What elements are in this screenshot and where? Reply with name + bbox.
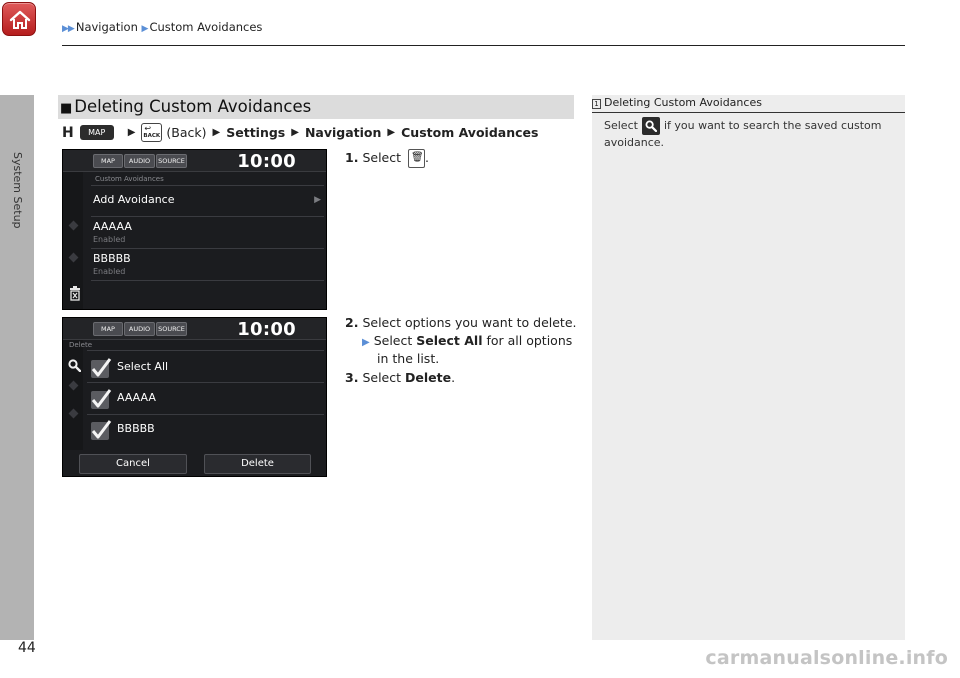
back-label: (Back) (166, 125, 207, 140)
home-button[interactable] (2, 2, 36, 36)
screen-sidestrip (63, 340, 83, 450)
avoidance-row-status: Enabled (93, 235, 126, 244)
note-text-part: Select (604, 119, 638, 132)
search-icon (642, 117, 660, 135)
trash-icon[interactable] (69, 286, 81, 301)
row-divider (91, 280, 324, 281)
avoidance-row-title[interactable]: BBBBB (93, 252, 131, 265)
row-divider (91, 216, 324, 217)
screen-header: Custom Avoidances (95, 175, 164, 183)
menu-path (62, 123, 538, 142)
trash-icon: 🗑 (408, 149, 425, 168)
checkmark-icon (90, 387, 112, 409)
step-text: Select (362, 150, 401, 165)
avoidance-option[interactable]: BBBBB (117, 422, 155, 435)
search-icon[interactable] (68, 359, 81, 372)
checkbox[interactable] (91, 422, 109, 440)
step-2-detail (362, 333, 572, 348)
select-all-option[interactable]: Select All (117, 360, 169, 373)
path-arrow-icon: ▶ (291, 127, 299, 138)
back-button-icon: ↩ BACK (141, 123, 162, 142)
checkbox[interactable] (91, 360, 109, 378)
note-text-part: if you want to search the saved custom avoidance. (604, 119, 882, 149)
clock: 10:00 (237, 151, 296, 172)
step-number: 1. (345, 150, 359, 165)
watermark: carmanualsonline.info (705, 647, 948, 669)
audio-chip[interactable]: AUDIO (124, 154, 155, 168)
step-number: 3. (345, 370, 359, 385)
row-divider (91, 185, 324, 186)
screen-custom-avoidances (62, 149, 327, 310)
bullet-square-icon: ■ (60, 101, 73, 116)
clock: 10:00 (237, 319, 296, 340)
path-arrow-icon: ▶ (212, 127, 221, 138)
breadcrumb (62, 20, 262, 34)
step-1 (345, 149, 429, 168)
step-number: 2. (345, 315, 359, 330)
step-3 (345, 370, 455, 385)
step-text: . (424, 150, 429, 165)
note-title (592, 96, 762, 109)
screen-delete (62, 317, 327, 477)
checkmark-icon (90, 356, 112, 378)
avoidance-row-status: Enabled (93, 267, 126, 276)
section-heading (58, 95, 574, 119)
header-divider (62, 45, 905, 46)
note-icon: 1 (592, 99, 601, 109)
map-button-icon: MAP (80, 125, 114, 140)
breadcrumb-item-custom-avoidances[interactable]: Custom Avoidances (149, 20, 263, 34)
chapter-label: System Setup (11, 152, 24, 229)
home-icon (9, 9, 31, 31)
avoidance-option[interactable]: AAAAA (117, 391, 156, 404)
add-avoidance-row[interactable]: Add Avoidance (93, 193, 175, 206)
checkmark-icon (90, 418, 112, 440)
step-text: Delete (404, 370, 452, 385)
row-divider (87, 382, 324, 383)
source-chip[interactable]: SOURCE (156, 154, 187, 168)
breadcrumb-arrow-icon: ▶▶ (62, 24, 74, 34)
step-text: for all options (486, 333, 573, 348)
avoidance-row-title[interactable]: AAAAA (93, 220, 132, 233)
source-chip[interactable]: SOURCE (156, 322, 187, 336)
row-divider (91, 248, 324, 249)
row-divider (87, 414, 324, 415)
audio-chip[interactable]: AUDIO (124, 322, 155, 336)
delete-button[interactable]: Delete (204, 454, 311, 474)
checkbox[interactable] (91, 391, 109, 409)
step-text: Select (362, 370, 401, 385)
cancel-button[interactable]: Cancel (79, 454, 187, 474)
note-divider (592, 112, 905, 113)
step-2 (345, 315, 576, 330)
path-navigation: Navigation (304, 125, 382, 140)
breadcrumb-arrow-icon: ▶ (141, 24, 148, 34)
note-text (604, 117, 894, 151)
map-chip[interactable]: MAP (93, 154, 123, 168)
path-arrow-icon: ▶ (127, 127, 136, 138)
note-title-text: Deleting Custom Avoidances (604, 96, 762, 109)
breadcrumb-item-navigation[interactable]: Navigation (75, 20, 138, 34)
chevron-right-icon: ▶ (314, 195, 321, 205)
step-text: Select (373, 333, 413, 348)
page-number: 44 (18, 640, 36, 656)
path-settings: Settings (226, 125, 286, 140)
path-custom-avoidances: Custom Avoidances (401, 125, 539, 140)
section-title: Deleting Custom Avoidances (74, 97, 312, 116)
sub-step-arrow-icon: ▶ (362, 337, 370, 348)
row-divider (87, 350, 324, 351)
screen-header: Delete (69, 341, 92, 349)
step-text: Select options you want to delete. (362, 315, 577, 330)
map-chip[interactable]: MAP (93, 322, 123, 336)
note-panel (592, 95, 905, 640)
step-2-detail-cont: in the list. (377, 351, 440, 366)
step-text: . (451, 370, 456, 385)
path-arrow-icon: ▶ (387, 127, 396, 138)
step-text: Select All (416, 333, 483, 348)
h-icon: H (62, 124, 74, 141)
